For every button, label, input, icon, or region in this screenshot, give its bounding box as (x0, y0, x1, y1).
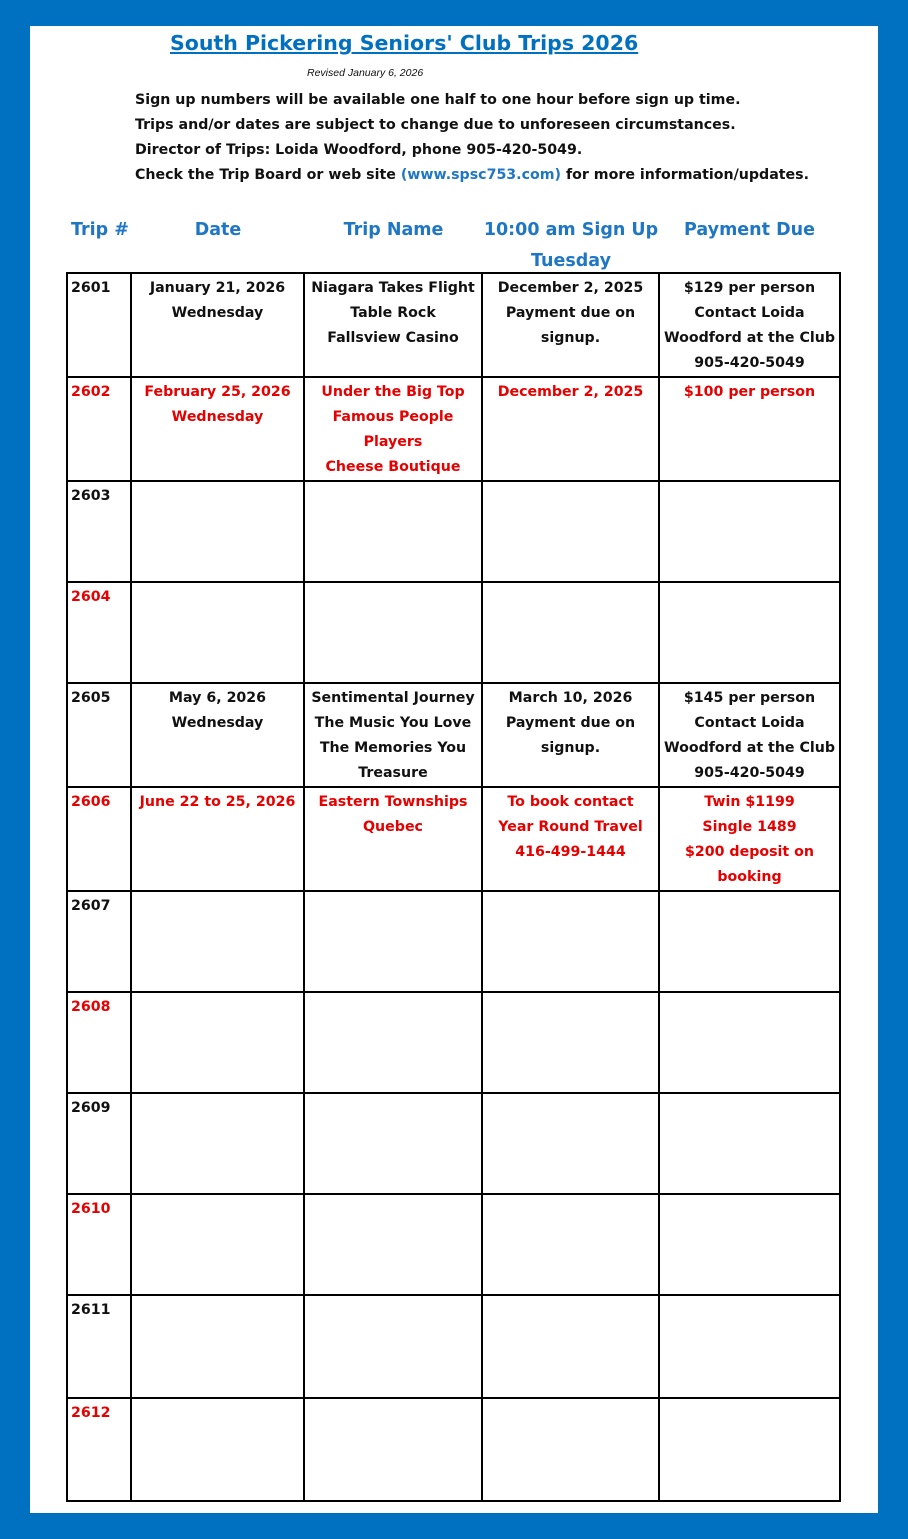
cell-line: June 22 to 25, 2026 (139, 794, 296, 810)
trip-row (67, 891, 840, 992)
date-cell (131, 377, 304, 481)
date-cell (131, 683, 304, 787)
trip-row (67, 377, 840, 481)
trip-number-cell: 2601 (67, 273, 131, 377)
trip-row (67, 273, 840, 377)
trip-row (67, 683, 840, 787)
signup-cell (482, 1398, 659, 1501)
intro-line: Sign up numbers will be available one half to one hour before sign up time. (135, 92, 741, 108)
trip-row (67, 1093, 840, 1194)
document-page (30, 26, 878, 1513)
date-cell (131, 582, 304, 683)
trip-name-cell (304, 992, 482, 1093)
trip-name-cell (304, 273, 482, 377)
cell-line: Niagara Takes Flight (311, 280, 475, 296)
intro-line-check (135, 163, 809, 188)
cell-line: Sentimental Journey (311, 690, 475, 706)
trip-row (67, 582, 840, 683)
trip-number-cell: 2607 (67, 891, 131, 992)
trip-name-cell (304, 1295, 482, 1398)
trip-number-cell: 2608 (67, 992, 131, 1093)
trip-number-cell: 2609 (67, 1093, 131, 1194)
signup-cell (482, 992, 659, 1093)
date-cell (131, 273, 304, 377)
cell-line: Fallsview Casino (327, 330, 459, 346)
cell-line: Wednesday (171, 715, 264, 731)
cell-line: Famous People (332, 409, 454, 425)
cell-line: Treasure (358, 765, 428, 781)
cell-line: $145 per person (683, 690, 816, 706)
intro-line: Trips and/or dates are subject to change due to unforeseen circumstances. (135, 117, 736, 133)
trip-name-cell (304, 582, 482, 683)
payment-cell (659, 1194, 840, 1295)
cell-line: Quebec (363, 819, 423, 835)
cell-line: $129 per person (683, 280, 816, 296)
date-cell (131, 992, 304, 1093)
payment-cell (659, 377, 840, 481)
trip-name-cell (304, 481, 482, 582)
cell-line: Woodford at the Club (663, 330, 836, 346)
payment-cell (659, 787, 840, 891)
trip-row (67, 992, 840, 1093)
signup-cell (482, 377, 659, 481)
signup-cell (482, 481, 659, 582)
cell-line: The Memories You (319, 740, 467, 756)
cell-line: Cheese Boutique (325, 459, 461, 475)
cell-line: 905-420-5049 (694, 765, 805, 781)
cell-line: booking (717, 869, 782, 885)
cell-line: May 6, 2026 (168, 690, 267, 706)
date-cell (131, 891, 304, 992)
cell-line: Contact Loida (694, 715, 805, 731)
date-cell (131, 1093, 304, 1194)
cell-line: Twin $1199 (704, 794, 795, 810)
column-header-payment-due: Payment Due (684, 220, 815, 240)
cell-line: Single 1489 (702, 819, 797, 835)
cell-line: 905-420-5049 (694, 355, 805, 371)
cell-line: Contact Loida (694, 305, 805, 321)
cell-line: signup. (540, 740, 601, 756)
cell-line: January 21, 2026 (149, 280, 286, 296)
trip-name-cell (304, 377, 482, 481)
trip-number-cell: 2605 (67, 683, 131, 787)
date-cell (131, 1398, 304, 1501)
check-suffix: for more information/updates. (561, 167, 810, 183)
cell-line: Wednesday (171, 305, 264, 321)
cell-line: Woodford at the Club (663, 740, 836, 756)
signup-cell (482, 683, 659, 787)
cell-line: March 10, 2026 (508, 690, 633, 706)
trip-number-cell: 2603 (67, 481, 131, 582)
trip-name-cell (304, 1398, 482, 1501)
date-cell (131, 1194, 304, 1295)
payment-cell (659, 992, 840, 1093)
signup-cell (482, 1295, 659, 1398)
signup-cell (482, 891, 659, 992)
date-cell (131, 1295, 304, 1398)
cell-line: Players (363, 434, 423, 450)
cell-line: December 2, 2025 (497, 384, 644, 400)
column-header-trip-number: Trip # (71, 220, 129, 240)
signup-cell (482, 787, 659, 891)
payment-cell (659, 582, 840, 683)
cell-line: The Music You Love (314, 715, 472, 731)
date-cell (131, 787, 304, 891)
payment-cell (659, 891, 840, 992)
cell-line: February 25, 2026 (144, 384, 291, 400)
trip-row (67, 787, 840, 891)
cell-line: $200 deposit on (685, 844, 814, 860)
payment-cell (659, 1093, 840, 1194)
cell-line: Year Round Travel (498, 819, 643, 835)
cell-line: Payment due on (505, 305, 636, 321)
check-prefix: Check the Trip Board or web site (135, 167, 401, 183)
trip-row (67, 1194, 840, 1295)
cell-line: $100 per person (683, 384, 816, 400)
signup-header-line: Tuesday (531, 251, 611, 271)
signup-cell (482, 273, 659, 377)
cell-line: Payment due on (505, 715, 636, 731)
trips-table (66, 272, 841, 1502)
signup-header-line: 10:00 am Sign Up (483, 220, 659, 240)
cell-line: Table Rock (350, 305, 436, 321)
signup-cell (482, 1194, 659, 1295)
trip-number-cell: 2602 (67, 377, 131, 481)
intro-line: Director of Trips: Loida Woodford, phone 905-420-5049. (135, 142, 583, 158)
payment-cell (659, 1295, 840, 1398)
cell-line: Eastern Townships (318, 794, 468, 810)
cell-line: To book contact (507, 794, 634, 810)
cell-line: 416-499-1444 (515, 844, 626, 860)
website-link[interactable]: (www.spsc753.com) (400, 167, 561, 183)
trip-row (67, 1398, 840, 1501)
column-header-trip-name: Trip Name (343, 220, 444, 240)
trip-name-cell (304, 891, 482, 992)
trip-name-cell (304, 683, 482, 787)
page-title: South Pickering Seniors' Club Trips 2026 (170, 31, 639, 55)
column-header-date: Date (194, 220, 242, 240)
signup-cell (482, 582, 659, 683)
trip-number-cell: 2610 (67, 1194, 131, 1295)
date-cell (131, 481, 304, 582)
payment-cell (659, 273, 840, 377)
trip-number-cell: 2606 (67, 787, 131, 891)
cell-line: Under the Big Top (321, 384, 465, 400)
revised-date: Revised January 6, 2026 (307, 67, 424, 79)
payment-cell (659, 481, 840, 582)
cell-line: December 2, 2025 (497, 280, 644, 296)
cell-line: signup. (540, 330, 601, 346)
payment-cell (659, 683, 840, 787)
trip-name-cell (304, 787, 482, 891)
trip-name-cell (304, 1194, 482, 1295)
trip-number-cell: 2612 (67, 1398, 131, 1501)
signup-cell (482, 1093, 659, 1194)
intro-notes (135, 88, 809, 188)
column-header-signup (476, 215, 666, 277)
trip-number-cell: 2604 (67, 582, 131, 683)
trip-name-cell (304, 1093, 482, 1194)
cell-line: Wednesday (171, 409, 264, 425)
trip-row (67, 481, 840, 582)
trip-number-cell: 2611 (67, 1295, 131, 1398)
trip-row (67, 1295, 840, 1398)
payment-cell (659, 1398, 840, 1501)
